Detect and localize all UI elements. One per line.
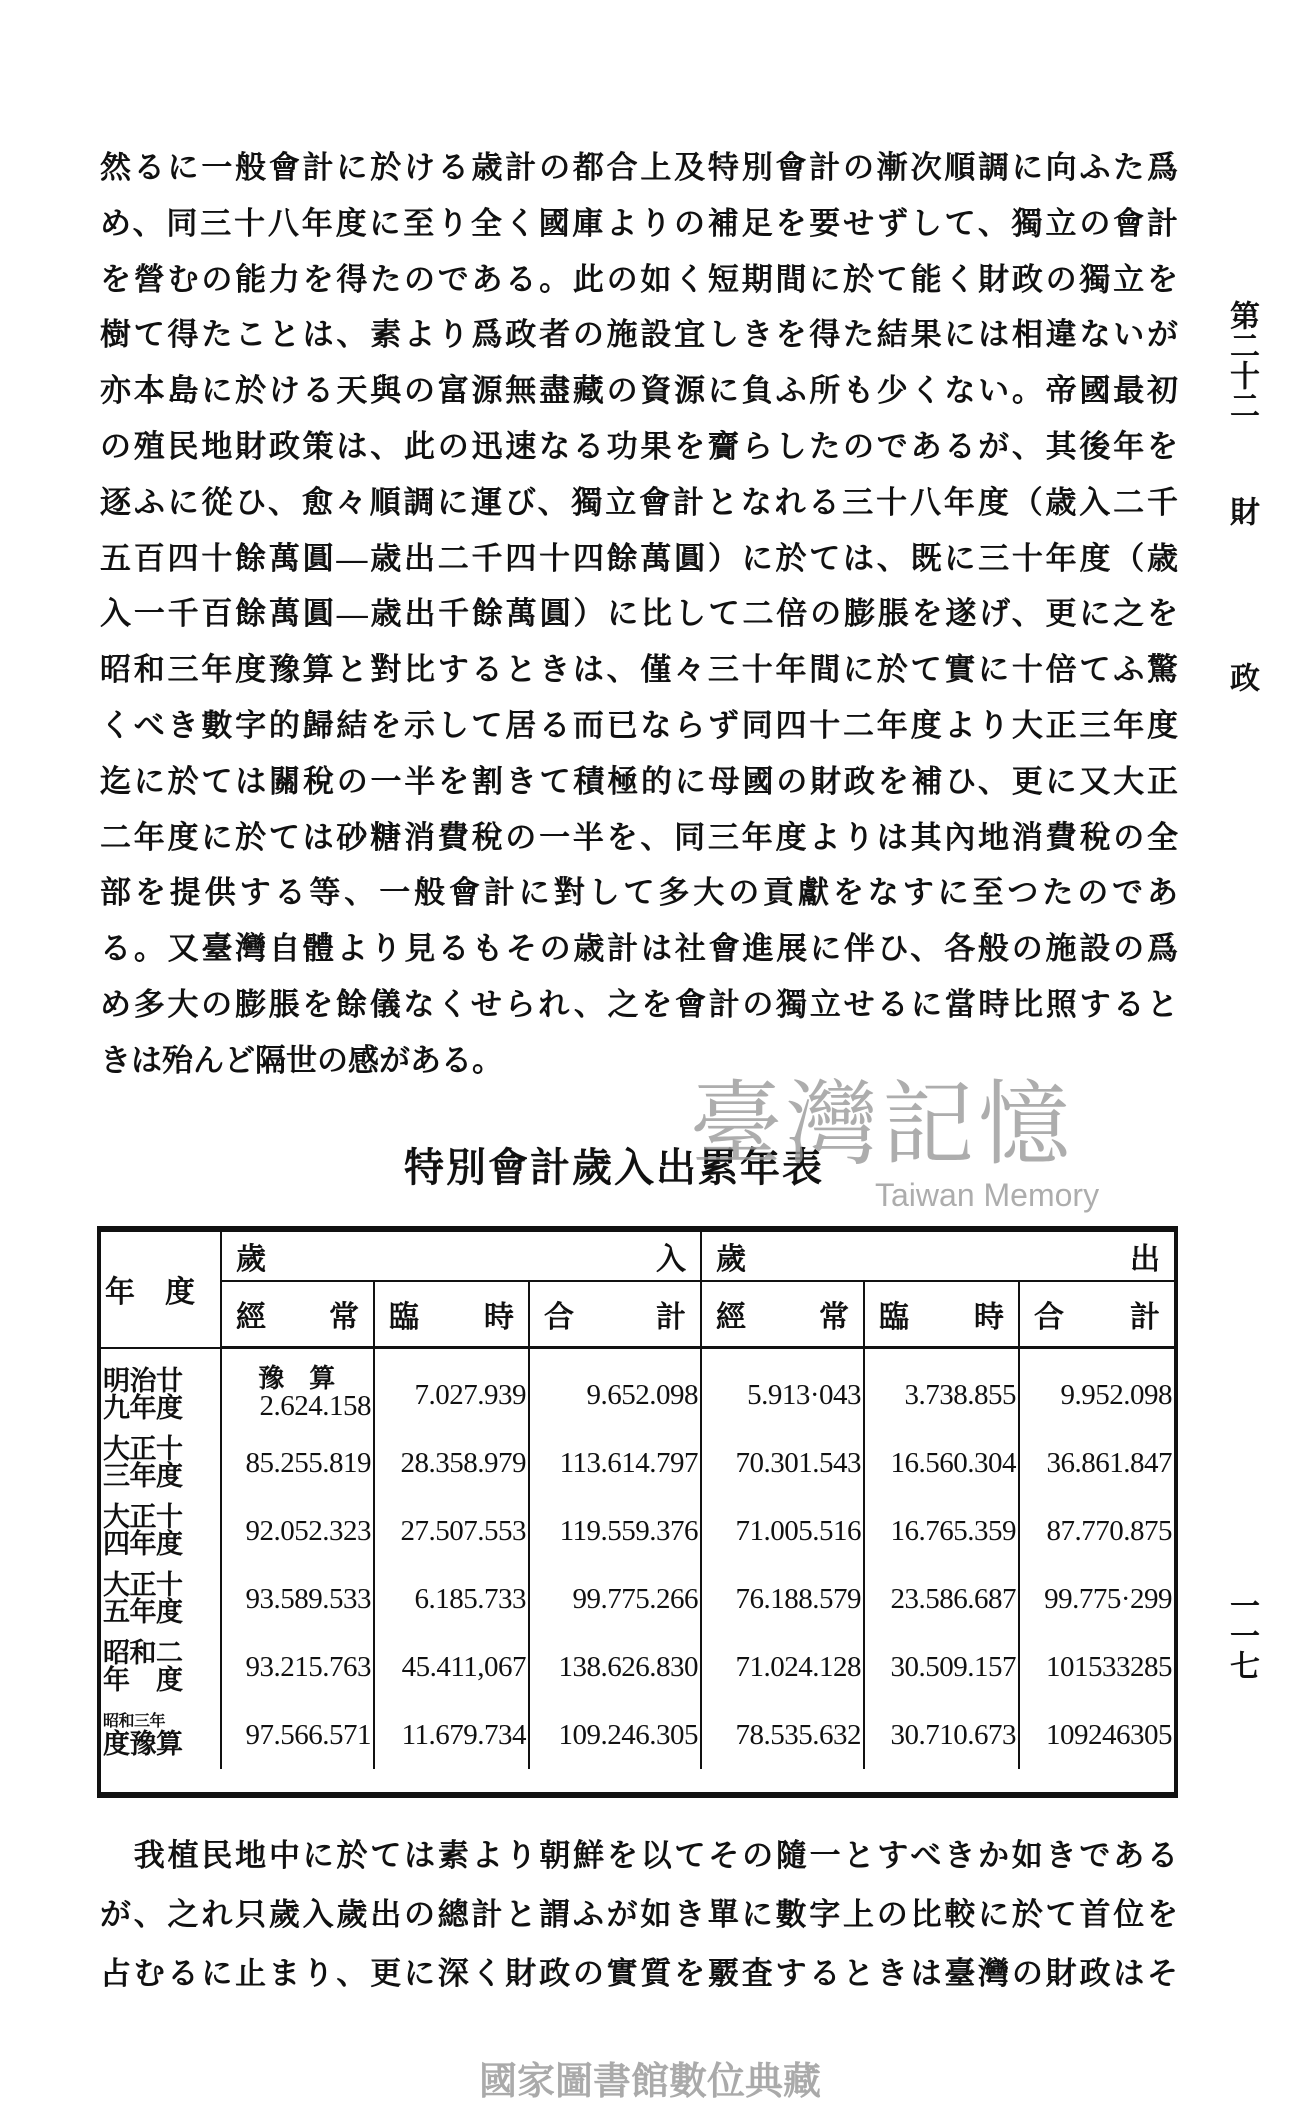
cell-value: 93.215.763 [245,1650,371,1683]
text-line: め、同三十八年度に至り全く國庫よりの補足を要せずして、獨立の會計 [100,205,1178,241]
taiwan-memory-watermark [690,1071,1100,1213]
text-line: 二年度に於ては砂糖消費稅の一半を、同三年度よりは其內地消費稅の全 [100,819,1178,855]
year-label-line: 九年度 [103,1392,183,1423]
cell-value: 87.770.875 [1046,1514,1172,1547]
column-header-char: 合 [544,1301,574,1334]
text-line: 昭和三年度豫算と對比するときは、僅々三十年間に於て實に十倍てふ驚 [100,652,1178,688]
year-label-line: 大正十 [103,1434,183,1464]
cell-rev-extra [374,1429,529,1497]
year-label-line: 度豫算 [103,1728,183,1759]
text-line: 樹て得たことは、素より爲政者の施設宜しきを得た結果には相違ないが [100,317,1178,353]
table-row [101,1701,1174,1769]
watermark-logo-text: 臺灣記憶 [690,1071,1075,1178]
cell-value: 6.185.733 [414,1582,526,1615]
section-mark-2: 政 [1225,662,1258,692]
cell-rev-ordinary [221,1701,374,1769]
column-header-char: 常 [329,1301,359,1334]
cell-value: 7.027.939 [414,1378,526,1411]
cell-value: 3.738.855 [904,1378,1016,1411]
cell-value: 71.005.516 [735,1514,861,1547]
cell-value: 45.411,067 [401,1650,526,1683]
cell-value: 101533285 [1046,1650,1172,1683]
cell-value: 5.913·043 [747,1378,861,1411]
text-line: め多大の膨脹を餘儀なくせられ、之を會計の獨立せるに當時比照すると [100,987,1178,1022]
year-label-line: 昭和三年 [103,1712,166,1730]
watermark-subtitle: Taiwan Memory [875,1177,1100,1213]
cell-exp-ordinary [701,1565,864,1633]
cell-value: 85.255.819 [245,1446,371,1479]
cell-exp-ordinary [701,1701,864,1769]
column-header-char: 經 [236,1301,266,1334]
column-header-char: 合 [1034,1301,1064,1334]
cell-value: 27.507.553 [400,1514,526,1547]
column-header [374,1281,529,1348]
cell-rev-total [529,1565,701,1633]
cell-rev-ordinary [221,1348,374,1430]
column-header-char: 計 [656,1301,686,1334]
cell-value: 92.052.323 [245,1514,371,1547]
footer-collection-label: 國家圖書館數位典藏 [478,2061,821,2103]
cell-exp-extra [864,1348,1019,1430]
year-label [101,1429,221,1497]
cell-exp-total [1019,1565,1174,1633]
cell-exp-ordinary [701,1348,864,1430]
cell-exp-ordinary [701,1429,864,1497]
cell-exp-total [1019,1633,1174,1701]
table-row [101,1633,1174,1701]
cell-value: 36.861.847 [1046,1446,1172,1479]
cell-exp-total [1019,1701,1174,1769]
cell-rev-ordinary [221,1633,374,1701]
cell-value: 16.765.359 [890,1514,1016,1547]
cell-value: 78.535.632 [735,1718,861,1751]
cell-value: 30.509.157 [890,1650,1016,1683]
cell-exp-ordinary [701,1633,864,1701]
column-header-char: 時 [484,1301,514,1334]
text-line: 逐ふに從ひ、愈々順調に運び、獨立會計となれる三十八年度（歳入二千 [100,484,1178,520]
column-header-char: 常 [819,1301,849,1334]
cell-value: 93.589.533 [245,1582,371,1615]
column-header [1019,1281,1174,1348]
cell-value: 9.952.098 [1060,1378,1172,1411]
cell-rev-ordinary [221,1565,374,1633]
column-header [701,1281,864,1348]
table-row [101,1497,1174,1565]
cell-rev-total [529,1429,701,1497]
table-row [101,1429,1174,1497]
cell-value: 16.560.304 [890,1446,1016,1479]
text-line: 我植民地中に於ては素より朝鮮を以てその隨一とすべきか如きである [100,1838,1178,1873]
text-line: る。又臺灣自體より見るもその歳計は社會進展に伴ひ、各般の施設の爲 [100,931,1178,967]
cell-value: 99.775.266 [572,1582,698,1615]
revenue-group-header [221,1232,701,1281]
cell-value: 70.301.543 [735,1446,861,1479]
cell-exp-extra [864,1701,1019,1769]
cell-rev-ordinary [221,1429,374,1497]
year-label-line: 五年度 [103,1597,183,1627]
cell-rev-total [529,1497,701,1565]
cell-exp-extra [864,1633,1019,1701]
section-mark-1: 財 [1225,496,1258,526]
cell-value: 11.679.734 [401,1718,526,1751]
cell-exp-extra [864,1565,1019,1633]
cell-rev-total [529,1633,701,1701]
cell-value: 28.358.979 [400,1446,526,1479]
cell-value: 23.586.687 [890,1582,1016,1615]
cell-rev-extra [374,1701,529,1769]
cell-rev-extra [374,1497,529,1565]
page-number: 一一七 [1225,1590,1258,1680]
cell-exp-extra [864,1429,1019,1497]
cell-rev-ordinary [221,1497,374,1565]
budget-note: 豫 算 [258,1363,335,1393]
column-header [529,1281,701,1348]
cell-rev-total [529,1348,701,1430]
year-label-line: 三年度 [103,1461,183,1491]
year-label [101,1633,221,1701]
cell-exp-total [1019,1497,1174,1565]
text-line: 占むるに止まり、更に深く財政の實質を覈査するときは臺灣の財政はそ [100,1956,1178,1991]
cell-rev-extra [374,1633,529,1701]
table-row [101,1565,1174,1633]
cell-rev-extra [374,1348,529,1430]
expenditure-label-1: 歲 [716,1243,746,1276]
text-line: 五百四十餘萬圓―歳出二千四十四餘萬圓）に於ては、既に三十年度（歳 [100,540,1178,576]
cell-exp-ordinary [701,1497,864,1565]
year-label-line: 四年度 [103,1529,183,1559]
column-header-char: 計 [1130,1301,1160,1334]
cell-value: 76.188.579 [735,1582,861,1615]
cell-value: 71.024.128 [735,1650,861,1683]
table-row [101,1348,1174,1430]
year-label-line: 大正十 [103,1502,183,1532]
column-header-char: 經 [716,1301,746,1334]
year-label-line: 明治廿 [103,1365,183,1396]
text-line: 然るに一般會計に於ける歳計の都合上及特別會計の漸次順調に向ふた爲 [100,150,1178,185]
cell-value: 30.710.673 [890,1718,1016,1751]
cell-rev-extra [374,1565,529,1633]
year-header: 年 度 [101,1232,221,1348]
expenditure-group-header [701,1232,1174,1281]
cell-value: 109246305 [1046,1718,1172,1751]
year-label [101,1565,221,1633]
cell-rev-total [529,1701,701,1769]
text-line: くべき數字的歸結を示して居る而已ならず同四十二年度より大正三年度 [100,708,1178,743]
column-header [864,1281,1019,1348]
column-header-char: 時 [974,1301,1004,1334]
revenue-expenditure-table [97,1226,1178,1798]
text-line: 部を提供する等、一般會計に對して多大の貢獻をなすに至つたのであ [100,875,1178,911]
year-label [101,1701,221,1769]
column-header-char: 臨 [879,1301,909,1334]
revenue-label-2: 入 [656,1243,686,1276]
text-line: きは殆んど隔世の感がある。 [100,1042,503,1078]
text-line: 迄に於ては關稅の一半を割きて積極的に母國の財政を補ひ、更に又大正 [100,763,1178,799]
column-header-char: 臨 [389,1301,419,1334]
cell-value: 2.624.158 [259,1389,371,1422]
cell-value: 99.775·299 [1044,1582,1172,1615]
cell-exp-extra [864,1497,1019,1565]
year-label-line: 大正十 [103,1570,183,1600]
year-label-line: 年 度 [103,1665,183,1695]
text-line: 亦本島に於ける天與の富源無盡藏の資源に負ふ所も少くない。帝國最初 [100,373,1178,409]
table-title: 特別會計歲入出累年表 [404,1145,824,1190]
year-label-line: 昭和二 [103,1638,183,1668]
year-label [101,1348,221,1430]
cell-value: 138.626.830 [558,1650,698,1683]
cell-value: 9.652.098 [586,1378,698,1411]
column-header [221,1281,374,1348]
cell-exp-total [1019,1348,1174,1430]
cell-value: 113.614.797 [559,1446,698,1479]
chapter-mark: 第二十二 [1225,300,1258,420]
year-label [101,1497,221,1565]
cell-value: 109.246.305 [558,1718,698,1751]
expenditure-label-2: 出 [1130,1243,1160,1276]
text-line: の殖民地財政策は、此の迅速なる功果を齎らしたのであるが、其後年を [100,429,1178,464]
cell-exp-total [1019,1429,1174,1497]
revenue-label-1: 歲 [236,1243,266,1276]
text-line: を營むの能力を得たのである。此の如く短期間に於て能く財政の獨立を [100,261,1178,297]
cell-value: 97.566.571 [245,1718,371,1751]
text-line: 入一千百餘萬圓―歳出千餘萬圓）に比して二倍の膨脹を遂げ、更に之を [100,596,1178,632]
text-line: が、之れ只歲入歲出の總計と謂ふが如き單に數字上の比較に於て首位を [100,1897,1178,1932]
cell-value: 119.559.376 [559,1514,698,1547]
